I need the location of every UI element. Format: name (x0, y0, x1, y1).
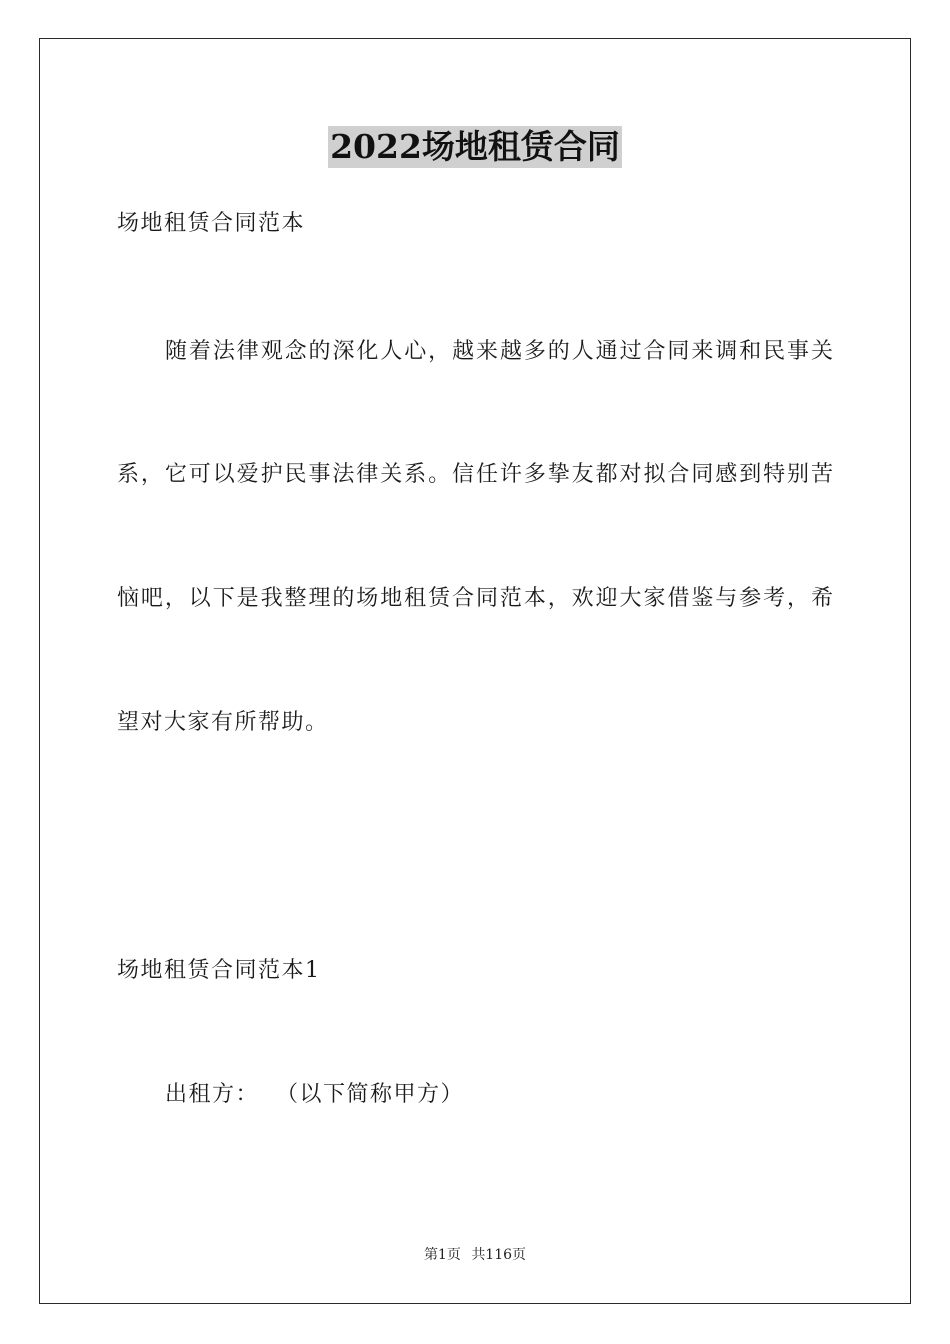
document-subtitle: 场地租赁合同范本 (117, 211, 306, 236)
page-number-current: 第1页 (423, 1247, 461, 1263)
page-footer (0, 1246, 950, 1264)
intro-line-1: 随着法律观念的深化人心，越来越多的人通过合同来调和民事关 (165, 339, 833, 364)
intro-line-3: 恼吧，以下是我整理的场地租赁合同范本，欢迎大家借鉴与参考，希 (117, 586, 833, 611)
section-heading: 场地租赁合同范本1 (117, 958, 321, 983)
lessor-line: 出租方： （以下简称甲方） (165, 1082, 464, 1107)
intro-line-4: 望对大家有所帮助。 (117, 710, 329, 735)
document-title: 2022场地租赁合同 (330, 127, 620, 166)
title-container (0, 126, 950, 168)
page-number-total: 共116页 (471, 1247, 527, 1263)
intro-line-2: 系，它可以爱护民事法律关系。信任许多挚友都对拟合同感到特别苦 (117, 462, 833, 487)
